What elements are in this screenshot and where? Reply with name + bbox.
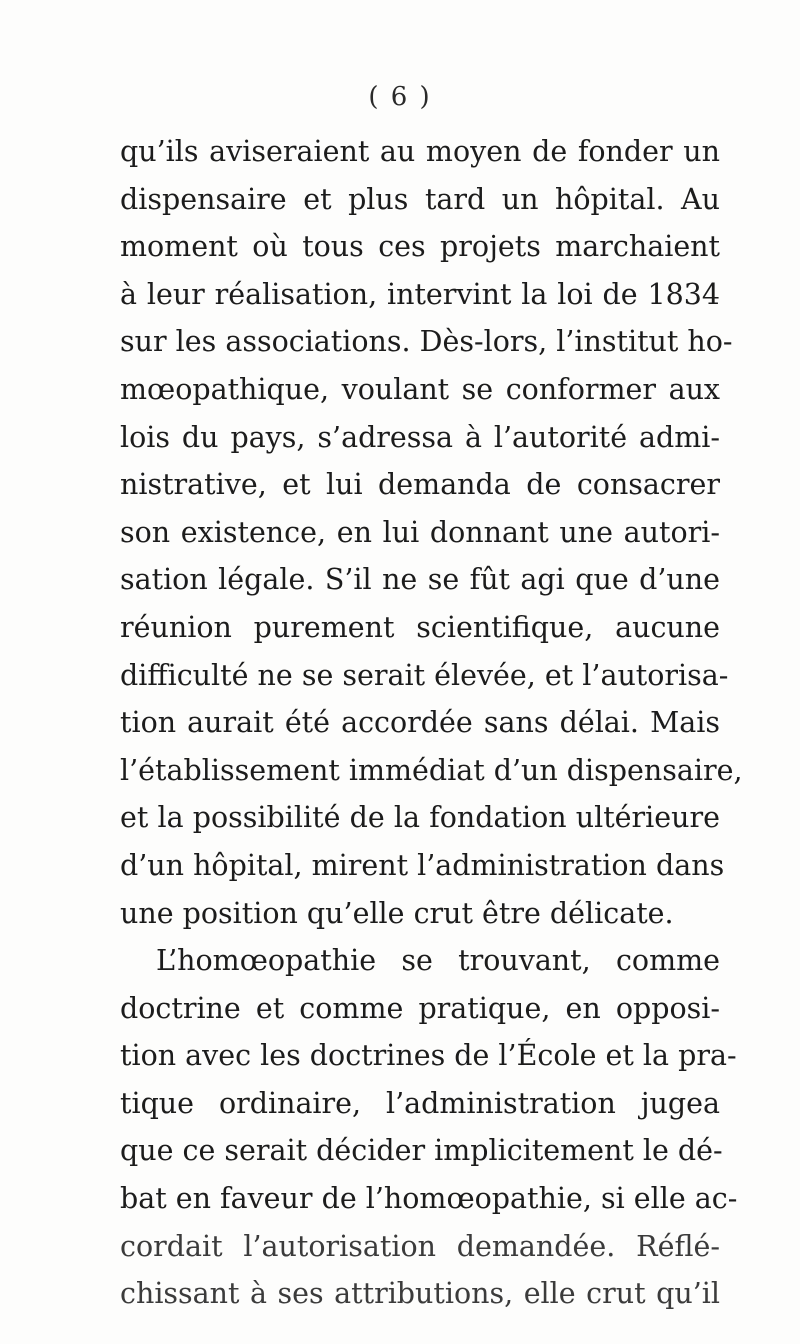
text-line: chissant à ses attributions, elle crut qu’il (120, 1277, 720, 1311)
text-line: tion aurait été accordée sans délai. Mais (120, 706, 720, 740)
text-line: et la possibilité de la fondation ultérieure (120, 801, 720, 835)
text-line: que ce serait décider implicitement le dé- (120, 1134, 723, 1168)
paragraph-2 (120, 937, 738, 1318)
text-line: son existence, en lui donnant une autori- (120, 515, 720, 549)
text-line: sur les associations. Dès-lors, l’institut ho- (120, 325, 733, 359)
text-line: lois du pays, s’adressa à l’autorité admi- (120, 420, 720, 454)
text-line: réunion purement scientifique, aucune (120, 610, 720, 644)
text-line: qu’ils aviseraient au moyen de fonder un (120, 135, 720, 168)
page-number: ( 6 ) (368, 82, 432, 112)
text-line: à leur réalisation, intervint la loi de 1834 (120, 277, 720, 311)
text-line: difficulté ne se serait élevée, et l’autorisa- (120, 658, 729, 692)
body-text (120, 128, 743, 1318)
text-line: une position qu’elle crut être délicate. (120, 896, 674, 930)
text-line: dispensaire et plus tard un hôpital. Au (120, 182, 720, 216)
text-line: sation légale. S’il ne se fût agi que d’une (120, 563, 720, 597)
text-line: nistrative, et lui demanda de consacrer (120, 468, 720, 502)
text-line: tion avec les doctrines de l’École et la pra- (120, 1039, 737, 1073)
paragraph-1 (120, 128, 743, 937)
text-line: l’établissement immédiat d’un dispensaire, (120, 753, 743, 787)
text-line: cordait l’autorisation demandée. Réflé- (120, 1229, 720, 1263)
text-line: tique ordinaire, l’administration jugea (120, 1086, 720, 1120)
text-line: doctrine et comme pratique, en opposi- (120, 991, 720, 1025)
text-line: L’homœopathie se trouvant, comme (156, 944, 720, 978)
text-line: bat en faveur de l’homœopathie, si elle ac- (120, 1182, 738, 1216)
text-line: moment où tous ces projets marchaient (120, 230, 720, 264)
text-line: mœopathique, voulant se conformer aux (120, 372, 720, 406)
text-line: d’un hôpital, mirent l’administration dans (120, 848, 725, 882)
